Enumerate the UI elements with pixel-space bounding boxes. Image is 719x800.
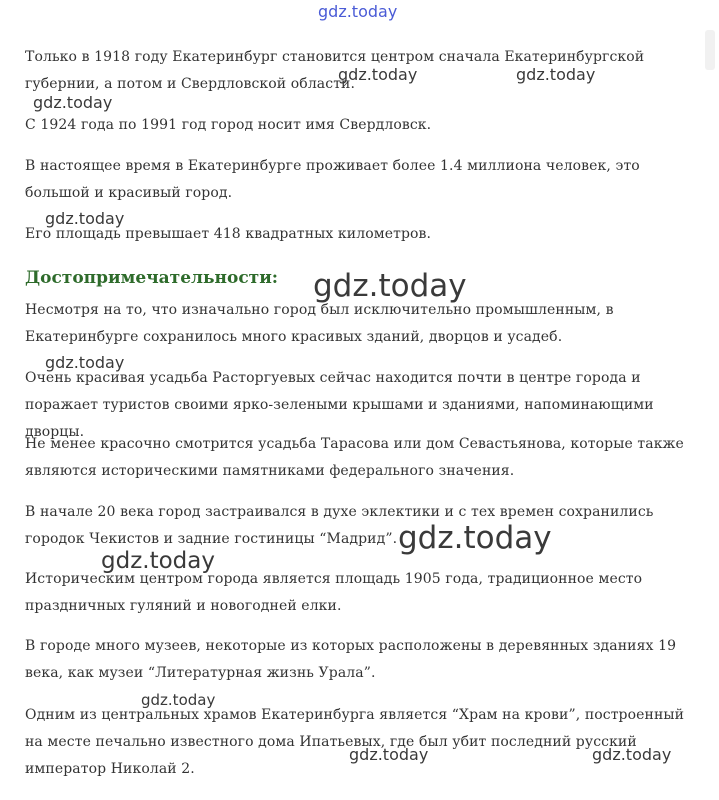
watermark: gdz.today — [592, 745, 672, 764]
section-heading: Достопримечательности: — [25, 268, 279, 288]
paragraph-eclectic: В начале 20 века город застраивался в духе эклектики и с тех времен сохранились городок Чекистов и задние гостиницы “Мадрид”. — [25, 504, 654, 547]
paragraph-temple: Одним из центральных храмов Екатеринбурга является “Храм на крови”, построенный на месте печально известного дома Ипатьевых, где был убит последний русский император Николай 2. — [25, 707, 685, 777]
watermark: gdz.today — [349, 745, 429, 764]
watermark: gdz.today — [313, 268, 467, 304]
paragraph-population: В настоящее время в Екатеринбурге проживает более 1.4 миллиона человек, это большой и красивый город. — [25, 158, 640, 201]
paragraph-sverdlovsk-name: С 1924 года по 1991 год город носит имя Свердловск. — [25, 117, 432, 133]
scrollbar-thumb[interactable] — [705, 30, 715, 70]
watermark: gdz.today — [45, 209, 125, 228]
paragraph-rastorguev: Очень красивая усадьба Расторгуевых сейчас находится почти в центре города и поражает туристов своими ярко-зелеными крышами и зданиями, напоминающими дворцы. — [25, 370, 654, 440]
watermark: gdz.today — [516, 65, 596, 84]
paragraph-buildings: Несмотря на то, что изначально город был исключительно промышленным, в Екатеринбурге сохранилось много красивых зданий, дворцов и усадеб. — [25, 302, 614, 345]
watermark: gdz.today — [398, 520, 552, 556]
paragraph-1918: Только в 1918 году Екатеринбург становится центром сначала Екатеринбургской губернии, а потом и Свердловской области. — [25, 49, 645, 92]
watermark: gdz.today — [101, 548, 215, 574]
paragraph-tarasov: Не менее красочно смотрится усадьба Тарасова или дом Севастьянова, которые также являются историческими памятниками федерального значения. — [25, 436, 684, 479]
watermark: gdz.today — [141, 691, 216, 709]
watermark: gdz.today — [45, 353, 125, 372]
paragraph-area: Его площадь превышает 418 квадратных километров. — [25, 226, 432, 242]
paragraph-museums: В городе много музеев, некоторые из которых расположены в деревянных зданиях 19 века, как музеи “Литературная жизнь Урала”. — [25, 638, 677, 681]
watermark: gdz.today — [318, 2, 398, 21]
paragraph-square-1905: Историческим центром города является площадь 1905 года, традиционное место праздничных гуляний и новогодней елки. — [25, 571, 643, 614]
watermark: gdz.today — [33, 93, 113, 112]
watermark: gdz.today — [338, 65, 418, 84]
